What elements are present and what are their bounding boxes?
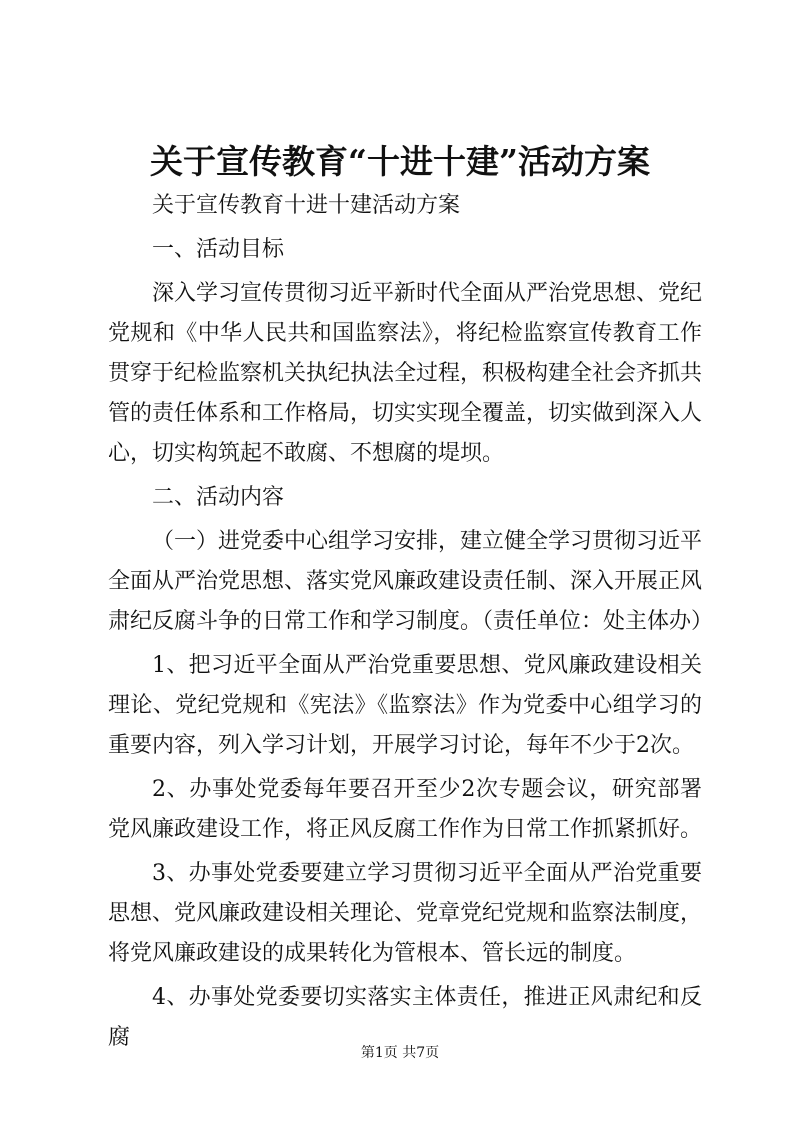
section-1-heading: 一、活动目标 xyxy=(152,237,285,262)
item-part-1: （一）进党委中心组学习安排，建立健全学习贯彻习近平全面从严治党思想、落实党风廉政建设责任制、深入开展正风肃纪反腐斗争的日常工作和学习制度。（责任单位：处主体办） xyxy=(108,529,714,634)
section-2-heading: 二、活动内容 xyxy=(152,485,285,510)
document-body xyxy=(108,186,714,1062)
page-footer xyxy=(0,1043,800,1063)
item-4: 4、办事处党委要切实落实主体责任，推进正风肃纪和反腐 xyxy=(108,985,702,1050)
page-number-label: 第1页 共7页 xyxy=(360,1045,440,1061)
document-title: 关于宣传教育“十进十建”活动方案 xyxy=(150,142,650,181)
subtitle: 关于宣传教育十进十建活动方案 xyxy=(152,193,461,218)
item-3: 3、办事处党委要建立学习贯彻习近平全面从严治党重要思想、党风廉政建设相关理论、党章党纪党规和监察法制度，将党风廉政建设的成果转化为管根本、管长远的制度。 xyxy=(108,861,703,966)
item-2: 2、办事处党委每年要召开至少2次专题会议，研究部署党风廉政建设工作，将正风反腐工作作为日常工作抓紧抓好。 xyxy=(108,777,703,842)
item-1: 1、把习近平全面从严治党重要思想、党风廉政建设相关理论、党纪党规和《宪法》《监察法》作为党委中心组学习的重要内容，列入学习计划，开展学习讨论，每年不少于2次。 xyxy=(108,653,702,758)
section-1-paragraph: 深入学习宣传贯彻习近平新时代全面从严治党思想、党纪党规和《中华人民共和国监察法》，将纪检监察宣传教育工作贯穿于纪检监察机关执纪执法全过程，积极构建全社会齐抓共管的责任体系和工作格局，切实实现全覆盖，切实做到深入人心，切实构筑起不敢腐、不想腐的堤坝。 xyxy=(108,281,703,466)
